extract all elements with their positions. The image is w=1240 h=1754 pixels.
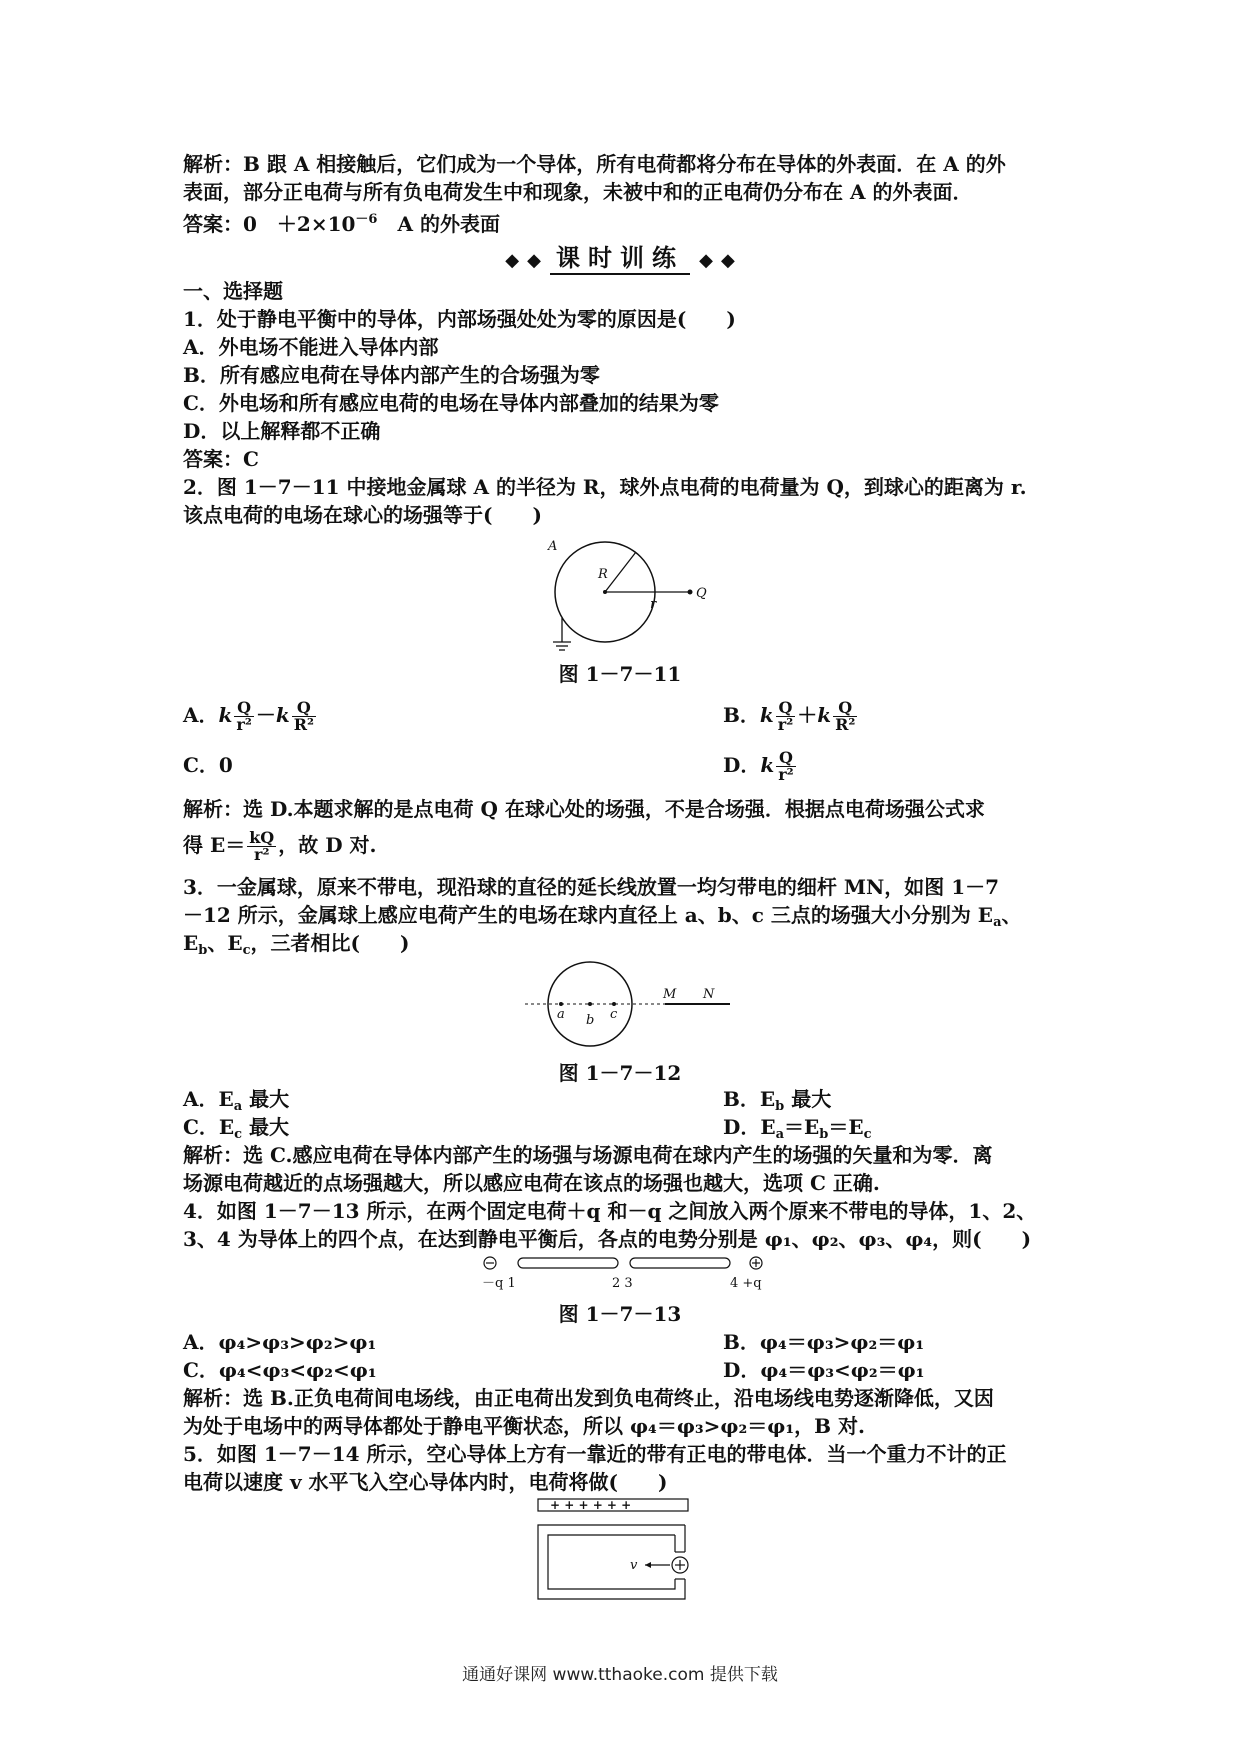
q1-option-d: D．以上解释都不正确 [183, 419, 381, 443]
sub: a [993, 915, 1002, 930]
conductor-2 [630, 1258, 730, 1268]
q2-options-cd [183, 745, 1063, 785]
fig12-label-c: c [610, 1007, 618, 1022]
q1-stem: 1．处于静电平衡中的导体，内部场强处处为零的原因是( ) [183, 307, 736, 331]
sub: c [242, 943, 251, 958]
plus-row: + + + + + + [550, 1498, 632, 1512]
frac-num: Q [776, 700, 795, 717]
q2-frac-q-R2 [833, 700, 857, 733]
q2-frac-q-r2 [234, 700, 253, 733]
q3-solution-line-1: 解析：选 C.感应电荷在导体内部产生的场强与场源电荷在球内产生的场强的矢量和为零．离 [183, 1143, 993, 1167]
q1-option-b: B．所有感应电荷在导体内部产生的合场强为零 [183, 363, 600, 387]
q3-option-d-mid: ＝E [828, 1115, 864, 1139]
q3-option-c: C．E [183, 1115, 235, 1139]
q4-stem-line-1: 4．如图 1－7－13 所示，在两个固定电荷＋q 和－q 之间放入两个原来不带电的导体，1、2、 [183, 1199, 1037, 1223]
q1-answer: 答案：C [183, 447, 259, 471]
diamond-icon: ◆ [699, 250, 713, 271]
fig14-label-v: v [630, 1558, 638, 1573]
conductor-1 [518, 1258, 618, 1268]
q2-option-d-prefix: D． [723, 753, 761, 777]
sub: c [234, 1127, 243, 1142]
q1-option-a: A．外电场不能进入导体内部 [183, 335, 439, 359]
q2-solution-prefix: 得 E＝ [183, 833, 246, 857]
q4-solution-line-1: 解析：选 B.正负电荷间电场线，由正电荷出发到负电荷终止，沿电场线电势逐渐降低，又因 [183, 1386, 994, 1410]
q2-caption: 图 1－7－11 [558, 662, 682, 686]
q2-k: k [817, 703, 832, 727]
frac-num: Q [234, 700, 253, 717]
q4-caption: 图 1－7－13 [558, 1302, 682, 1326]
q2-option-c: C．0 [183, 753, 233, 777]
q3-option-a-tail: 最大 [242, 1087, 290, 1111]
q2-option-a-prefix: A． [183, 703, 219, 727]
frac-den: r² [254, 845, 270, 864]
figure-1-7-13 [480, 1253, 770, 1293]
q2-stem-line-2: 该点电荷的电场在球心的场强等于( ) [183, 503, 542, 527]
point-a [559, 1002, 563, 1006]
intro-line-1: 解析：B 跟 A 相接触后，它们成为一个导体，所有电荷都将分布在导体的外表面．在 A 的外 [183, 152, 1006, 176]
q2-solution-suffix: ，故 D 对. [278, 833, 377, 857]
q4-solution-line-2: 为处于电场中的两导体都处于静电平衡状态，所以 φ₄＝φ₃>φ₂＝φ₁，B 对. [183, 1414, 865, 1438]
sub: c [863, 1127, 872, 1142]
fig13-label-left: －q 1 [482, 1276, 516, 1291]
q2-plus: ＋ [797, 703, 818, 727]
frac-den: R² [293, 715, 314, 734]
frac-den: R² [835, 715, 856, 734]
q2-solution-line-2 [183, 825, 1063, 865]
frac-num: Q [833, 700, 857, 717]
frac-num: Q [776, 750, 795, 767]
frac-den: r² [778, 765, 794, 784]
q4-stem-line-2: 3、4 为导体上的四个点，在达到静电平衡后，各点的电势分别是 φ₁、φ₂、φ₃、φ₄，则( ) [183, 1227, 1032, 1251]
q3-line2-tail: 、 [1001, 903, 1022, 927]
q2-solution-line-1: 解析：选 D.本题求解的是点电荷 Q 在球心处的场强，不是合场强．根据点电荷场强公式求 [183, 797, 985, 821]
q4-option-a: A．φ₄>φ₃>φ₂>φ₁ [183, 1330, 377, 1354]
q2-options-ab [183, 695, 1063, 735]
sub: b [198, 943, 208, 958]
q3-line3-text: E [183, 931, 199, 955]
fig11-label-q: Q [696, 586, 707, 601]
q3-solution-line-2: 场源电荷越近的点场强越大，所以感应电荷在该点的场强也越大，选项 C 正确. [183, 1171, 880, 1195]
frac-den: r² [777, 715, 794, 734]
point-b [588, 1002, 592, 1006]
point-c [612, 1002, 616, 1006]
sub: a [233, 1099, 243, 1114]
q5-stem-line-1: 5．如图 1－7－14 所示，空心导体上方有一靠近的带有正电的带电体．当一个重力不计的正 [183, 1442, 1007, 1466]
section-heading: 一、选择题 [183, 279, 283, 303]
q2-option-b [723, 695, 859, 735]
q5-stem-line-2: 电荷以速度 v 水平飞入空心导体内时，电荷将做( ) [183, 1470, 668, 1494]
q3-line3-mid: 、E [207, 931, 243, 955]
q1-option-c: C．外电场和所有感应电荷的电场在导体内部叠加的结果为零 [183, 391, 719, 415]
q2-option-d [723, 745, 798, 785]
intro-answer-exponent: －6 [355, 212, 378, 227]
intro-line-2: 表面，部分正电荷与所有负电荷发生中和现象，未被中和的正电荷仍分布在 A 的外表面． [183, 180, 973, 204]
figure-1-7-11 [540, 530, 720, 660]
section-banner [0, 238, 1240, 274]
intro-answer-label: 答案：0 ＋2×10 [183, 212, 356, 236]
q3-option-d-mid: ＝E [784, 1115, 820, 1139]
q2-k: k [759, 703, 774, 727]
hollow-conductor-inner [548, 1535, 675, 1589]
q3-option-b-text: B．E [723, 1087, 776, 1111]
footer: 通通好课网 www.tthaoke.com 提供下载 [462, 1665, 778, 1685]
q3-option-a: A．E [183, 1087, 234, 1111]
q3-line2-text: －12 所示，金属球上感应电荷产生的电场在球内直径上 a、b、c 三点的场强大小分别为 E [183, 903, 994, 927]
q3-option-d-text: D．E [723, 1115, 776, 1139]
fig13-label-mid: 2 3 [612, 1276, 633, 1291]
figure-1-7-14 [530, 1497, 710, 1607]
q2-option-b-prefix: B． [723, 703, 760, 727]
q2-solution-frac [247, 830, 276, 863]
fig12-label-m: M [663, 987, 677, 1002]
q2-k: k [218, 703, 233, 727]
q2-stem-line-1: 2．图 1－7－11 中接地金属球 A 的半径为 R，球外点电荷的电荷量为 Q，到球心的距离为 r. [183, 475, 1027, 499]
q2-k: k [760, 753, 775, 777]
frac-num: Q [292, 700, 316, 717]
fig11-label-r-big: R [598, 567, 608, 582]
q3-option-b-tail: 最大 [784, 1087, 832, 1111]
fig12-label-a: a [557, 1007, 565, 1022]
q2-k: k [275, 703, 290, 727]
sub: a [775, 1127, 785, 1142]
q2-frac-q-R2 [292, 700, 316, 733]
sphere-center [603, 590, 607, 594]
intro-answer [183, 206, 1063, 238]
q3-line3-tail: ，三者相比( ) [250, 931, 410, 955]
q2-frac-q-r2 [776, 750, 795, 783]
q4-options-ab [183, 1328, 1063, 1356]
frac-num: kQ [249, 828, 275, 847]
diamond-icon: ◆ [527, 250, 541, 271]
fig12-label-n: N [703, 987, 715, 1002]
diamond-icon: ◆ [720, 250, 735, 271]
hollow-conductor-outer [538, 1525, 685, 1599]
radius-line [605, 552, 636, 592]
banner-title: 课时训练 [550, 238, 690, 275]
fig11-label-a: A [548, 539, 558, 554]
figure-1-7-12 [525, 960, 735, 1050]
q3-option-c-tail: 最大 [242, 1115, 290, 1139]
sub: b [819, 1127, 829, 1142]
fig12-label-b: b [586, 1013, 595, 1028]
point-charge [688, 590, 693, 595]
q2-minus: － [255, 703, 276, 727]
q4-option-b: B．φ₄＝φ₃>φ₂＝φ₁ [723, 1330, 925, 1354]
q4-options-cd [183, 1356, 1063, 1384]
fig13-label-right: 4 +q [730, 1276, 762, 1291]
fig11-label-r-small: r [650, 597, 657, 612]
q4-option-c: C．φ₄<φ₃<φ₂<φ₁ [183, 1358, 377, 1382]
q2-frac-q-r2 [776, 700, 795, 733]
frac-den: r² [236, 715, 252, 734]
sub: b [775, 1099, 785, 1114]
q4-option-d: D．φ₄＝φ₃<φ₂＝φ₁ [723, 1358, 925, 1382]
diamond-icon: ◆ [505, 250, 520, 271]
arrow-head-icon [645, 1562, 651, 1568]
q3-stem-line-1: 3．一金属球，原来不带电，现沿球的直径的延长线放置一均匀带电的细杆 MN，如图 1－7 [183, 875, 1000, 899]
intro-answer-tail: A 的外表面 [377, 212, 500, 236]
q3-caption: 图 1－7－12 [558, 1061, 682, 1085]
